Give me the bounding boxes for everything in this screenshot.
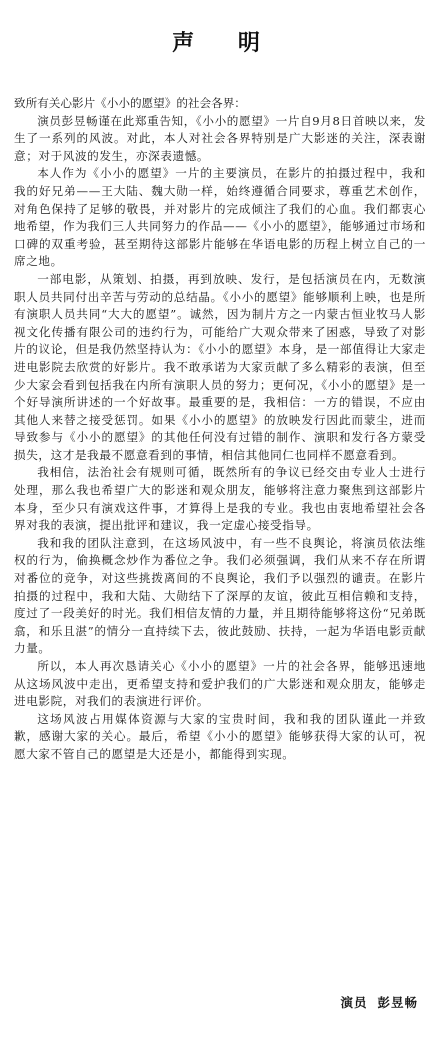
statement-title: 声 明: [172, 31, 278, 56]
paragraph-5: 我和我的团队注意到，在这场风波中，有一些不良舆论，将演员依法维权的行为，偷换概念炒作为番位之争。我们必须强调，我们从来不存在所谓对番位的竞争，对这些挑拨离间的不良舆论，我们予以强烈的谴责。在影片拍摄的过程中，我和大陆、大勋结下了深厚的友谊，彼此互相信赖和支持，度过了一段美好的时光。我们相信友情的力量，并且期待能够将这份“兄弟既翕，和乐且湛”的情分一直持续下去，彼此鼓励、扶持，一起为华语电影贡献力量。: [14, 535, 426, 656]
paragraph-7: 这场风波占用媒体资源与大家的宝贵时间，我和我的团队谨此一并致歉，感谢大家的关心。最后，希望《小小的愿望》能够获得大家的认可，祝愿大家不管自己的愿望是大还是小，都能得到实现。: [14, 711, 426, 761]
signature: [340, 993, 418, 1011]
paragraph-1: 演员彭昱畅谨在此郑重告知，《小小的愿望》一片自9月8日首映以来，发生了一系列的风波。对此，本人对社会各界特别是广大影迷的关注，深表谢意；对于风波的发生，亦深表遗憾。: [14, 113, 426, 163]
salutation: 致所有关心影片《小小的愿望》的社会各界：: [14, 96, 246, 110]
paragraph-3: 一部电影，从策划、拍摄，再到放映、发行，是包括演员在内，无数演职人员共同付出辛苦与劳动的总结晶。《小小的愿望》能够顺利上映，也是所有演职人员共同“大大的愿望”。诚然，因为制片方之一内蒙古恒业牧马人影视文化传播有限公司的违约行为，可能给广大观众带来了困惑，导致了对影片的议论，但是我仍然坚持认为：《小小的愿望》本身，是一部值得让大家走进电影院去欣赏的好影片。我不敢承诺为大家贡献了多么精彩的表演，但至少大家会看到包括我在内所有演职人员的努力；更何况，《小小的愿望》是一个好导演所讲述的一个好故事。最重要的是，我相信：一方的错误，不应由其他人来替之接受惩罚。如果《小小的愿望》的放映发行因此而蒙尘，进而导致参与《小小的愿望》的其他任何没有过错的制作、演职和发行各方蒙受损失，这才是我最不愿意看到的事情，相信其他同仁也同样不愿意看到。: [14, 271, 426, 462]
signature-name: 彭昱畅: [377, 995, 418, 1010]
paragraph-6: 所以，本人再次恳请关心《小小的愿望》一片的社会各界，能够迅速地从这场风波中走出，更希望支持和爱护我们的广大影迷和观众朋友，能够走进电影院，对我们的表演进行评价。: [14, 659, 426, 709]
paragraph-4: 我相信，法治社会有规则可循，既然所有的争议已经交由专业人士进行处理，那么我也希望广大的影迷和观众朋友，能够将注意力聚焦到这部影片本身，至少只有演戏这件事，才算得上是我的专业。我也由衷地希望社会各界对我的表演，提出批评和建议，我一定虚心接受指导。: [14, 465, 426, 533]
paragraph-2: 本人作为《小小的愿望》一片的主要演员，在影片的拍摄过程中，我和我的好兄弟——王大陆、魏大勋一样，始终遵循合同要求，尊重艺术创作，对角色保持了足够的敬畏，并对影片的完成倾注了我们的心血。我们都衷心地希望，作为我们三人共同努力的作品——《小小的愿望》，能够通过市场和口碑的双重考验，甚至期待这部影片能够在华语电影的历程上树立自己的一席之地。: [14, 166, 426, 269]
signature-role: 演员: [340, 995, 368, 1010]
